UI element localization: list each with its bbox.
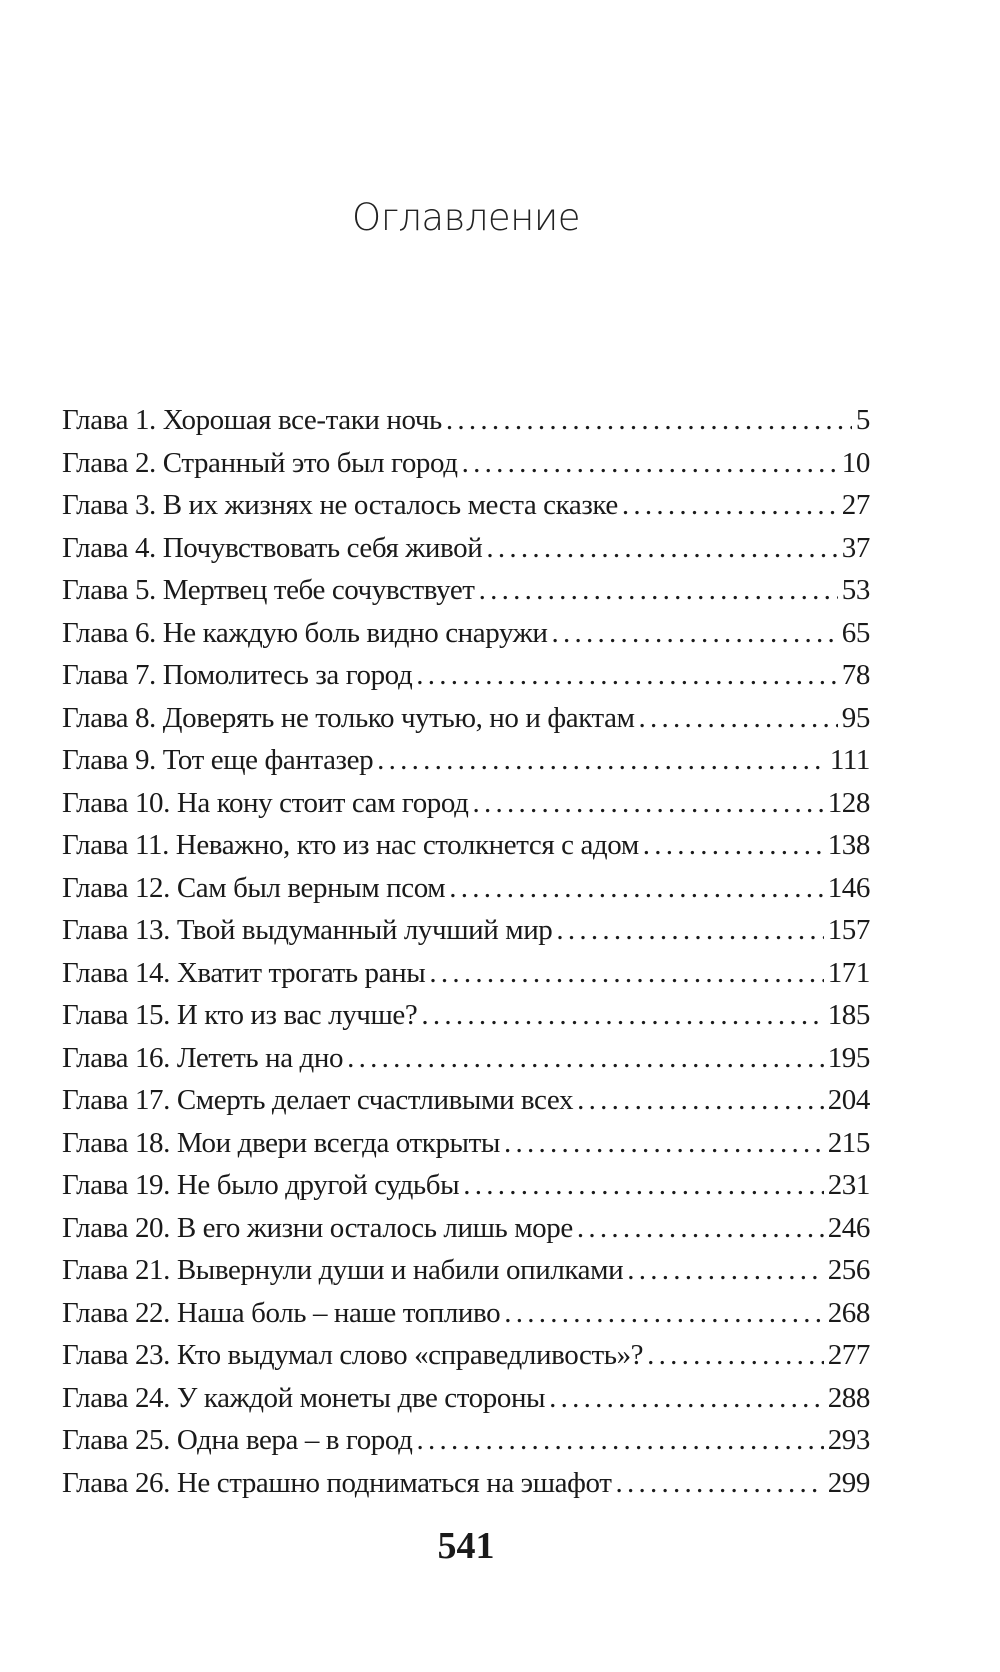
chapter-page: 128 (827, 786, 870, 819)
toc-entry (62, 999, 870, 1042)
chapter-title: Глава 1. Хорошая все-таки ночь (62, 404, 442, 436)
dot-leader (549, 1382, 824, 1415)
toc-entry (62, 914, 870, 957)
dot-leader (377, 744, 826, 777)
chapter-title: Глава 12. Сам был верным псом (62, 871, 446, 904)
chapter-title: Глава 3. В их жизнях не осталось места сказке (62, 489, 618, 521)
toc-entry (62, 404, 870, 447)
toc-entry (62, 447, 870, 490)
toc-entry (62, 617, 870, 660)
chapter-page: 256 (827, 1254, 870, 1286)
chapter-page: 10 (841, 446, 870, 479)
chapter-page: 157 (827, 914, 870, 946)
chapter-title: Глава 24. У каждой монеты две стороны (62, 1381, 546, 1414)
toc-entry (62, 872, 870, 915)
toc-entry (62, 957, 870, 1000)
chapter-title: Глава 23. Кто выдумал слово «справедливость»? (62, 1339, 644, 1371)
toc-entry (62, 829, 870, 872)
chapter-page: 293 (827, 1424, 870, 1456)
chapter-page: 5 (855, 404, 870, 436)
chapter-page: 65 (841, 616, 870, 649)
chapter-title: Глава 10. На кону стоит сам город (62, 786, 469, 819)
chapter-title: Глава 26. Не страшно подниматься на эшафот (62, 1466, 612, 1499)
dot-leader (556, 914, 823, 947)
toc-entry (62, 787, 870, 830)
dot-leader (627, 1254, 823, 1287)
dot-leader (577, 1084, 824, 1117)
chapter-page: 195 (827, 1041, 870, 1074)
toc-entry (62, 1127, 870, 1170)
chapter-page: 111 (829, 744, 870, 776)
chapter-title: Глава 17. Смерть делает счастливыми всех (62, 1084, 574, 1116)
toc-entry (62, 1212, 870, 1255)
chapter-title: Глава 22. Наша боль – наше топливо (62, 1296, 501, 1329)
chapter-title: Глава 2. Странный это был город (62, 446, 458, 479)
table-of-contents (62, 404, 870, 1509)
toc-entry (62, 1424, 870, 1467)
dot-leader (622, 489, 838, 522)
chapter-page: 185 (827, 999, 870, 1031)
chapter-title: Глава 5. Мертвец тебе сочувствует (62, 574, 475, 606)
page-number: 541 (437, 1525, 495, 1567)
dot-leader (479, 574, 838, 607)
chapter-page: 37 (841, 531, 870, 564)
dot-leader (449, 872, 823, 905)
page-title: Оглавление (351, 196, 581, 239)
chapter-title: Глава 7. Помолитесь за город (62, 659, 413, 691)
toc-entry (62, 659, 870, 702)
chapter-title: Глава 8. Доверять не только чутью, но и фактам (62, 701, 635, 734)
chapter-title: Глава 25. Одна вера – в город (62, 1424, 413, 1456)
chapter-page: 277 (827, 1339, 870, 1371)
toc-entry (62, 1042, 870, 1085)
chapter-title: Глава 14. Хватит трогать раны (62, 956, 426, 989)
dot-leader (647, 1339, 824, 1372)
chapter-page: 146 (827, 871, 870, 904)
dot-leader (551, 617, 837, 650)
chapter-page: 204 (827, 1084, 870, 1116)
dot-leader (504, 1127, 824, 1160)
chapter-title: Глава 20. В его жизни осталось лишь море (62, 1211, 573, 1244)
chapter-title: Глава 13. Твой выдуманный лучший мир (62, 914, 553, 946)
chapter-page: 268 (827, 1296, 870, 1329)
dot-leader (639, 702, 838, 735)
chapter-title: Глава 18. Мои двери всегда открыты (62, 1126, 500, 1159)
chapter-page: 288 (827, 1381, 870, 1414)
chapter-page: 138 (827, 829, 870, 861)
toc-entry (62, 489, 870, 532)
chapter-title: Глава 15. И кто из вас лучше? (62, 999, 418, 1031)
chapter-page: 53 (841, 574, 870, 606)
chapter-title: Глава 9. Тот еще фантазер (62, 744, 374, 776)
chapter-page: 299 (827, 1466, 870, 1499)
toc-entry (62, 1254, 870, 1297)
toc-entry (62, 1169, 870, 1212)
dot-leader (429, 957, 823, 990)
dot-leader (463, 1169, 824, 1202)
toc-entry (62, 532, 870, 575)
chapter-title: Глава 11. Неважно, кто из нас столкнется с адом (62, 829, 639, 861)
chapter-title: Глава 19. Не было другой судьбы (62, 1169, 460, 1201)
toc-entry (62, 1339, 870, 1382)
toc-entry (62, 744, 870, 787)
chapter-page: 246 (827, 1211, 870, 1244)
chapter-page: 78 (841, 659, 870, 691)
chapter-title: Глава 6. Не каждую боль видно снаружи (62, 616, 548, 649)
dot-leader (615, 1467, 823, 1500)
chapter-page: 95 (841, 701, 870, 734)
dot-leader (486, 532, 837, 565)
dot-leader (347, 1042, 824, 1075)
toc-entry (62, 1297, 870, 1340)
dot-leader (473, 787, 824, 820)
toc-entry (62, 1382, 870, 1425)
dot-leader (421, 999, 823, 1032)
chapter-page: 231 (827, 1169, 870, 1201)
toc-entry (62, 1467, 870, 1510)
dot-leader (504, 1297, 823, 1330)
chapter-page: 215 (827, 1126, 870, 1159)
chapter-page: 27 (841, 489, 870, 521)
chapter-title: Глава 16. Лететь на дно (62, 1041, 344, 1074)
dot-leader (446, 404, 852, 437)
dot-leader (416, 659, 838, 692)
chapter-page: 171 (827, 956, 870, 989)
chapter-title: Глава 21. Вывернули души и набили опилками (62, 1254, 624, 1286)
toc-entry (62, 1084, 870, 1127)
toc-entry (62, 702, 870, 745)
dot-leader (577, 1212, 824, 1245)
dot-leader (417, 1424, 824, 1457)
dot-leader (462, 447, 838, 480)
chapter-title: Глава 4. Почувствовать себя живой (62, 531, 483, 564)
dot-leader (643, 829, 824, 862)
toc-entry (62, 574, 870, 617)
